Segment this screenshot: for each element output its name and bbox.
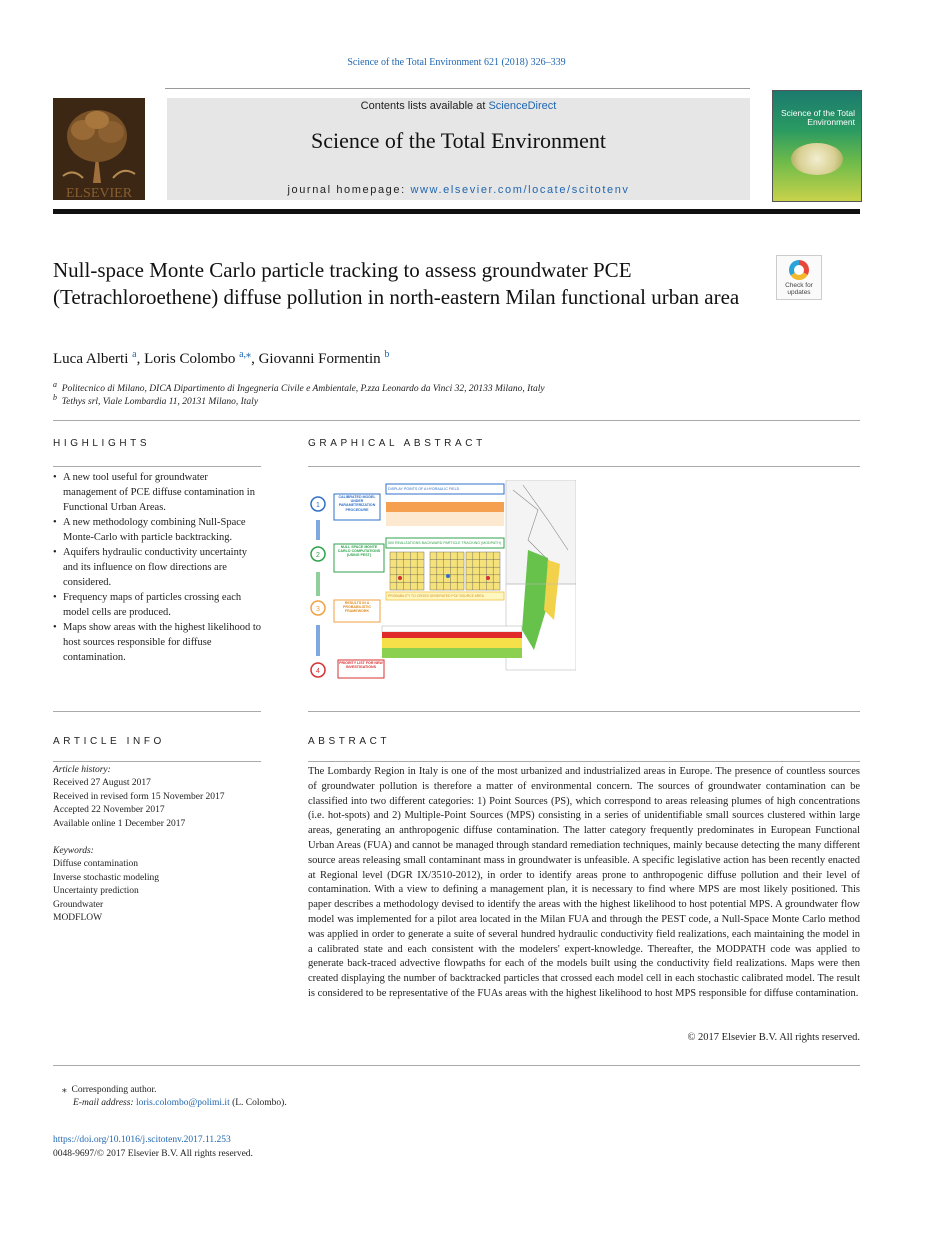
check-updates-icon bbox=[789, 260, 809, 280]
abstract-rule bbox=[308, 761, 860, 762]
history-item: Accepted 22 November 2017 bbox=[53, 805, 165, 816]
band-2-label: 500 REALIZATIONS BACKWARD PARTICLE TRACKING (MODPATH) bbox=[388, 541, 501, 545]
step-4 bbox=[311, 660, 384, 678]
section-divider bbox=[53, 420, 860, 421]
journal-header bbox=[167, 98, 750, 200]
header-divider bbox=[53, 209, 860, 214]
author-name[interactable]: Luca Alberti bbox=[53, 351, 129, 367]
journal-cover[interactable] bbox=[772, 90, 862, 202]
graphical-abstract-rule bbox=[308, 466, 860, 467]
homepage-prefix: journal homepage: bbox=[287, 184, 411, 196]
keyword[interactable]: Diffuse contamination bbox=[53, 859, 139, 870]
author-name[interactable]: Loris Colombo bbox=[144, 351, 236, 367]
article-history bbox=[53, 764, 261, 831]
keyword[interactable]: Inverse stochastic modeling bbox=[53, 872, 160, 883]
keywords bbox=[53, 845, 261, 925]
contents-line bbox=[167, 100, 750, 112]
highlights-rule bbox=[53, 466, 261, 467]
svg-text:2: 2 bbox=[316, 552, 320, 559]
corresponding-mark: ⁎ bbox=[62, 1085, 67, 1095]
sciencedirect-link[interactable]: ScienceDirect bbox=[488, 100, 557, 112]
affiliation-text: Politecnico di Milano, DICA Dipartimento di Ingegneria Civile e Ambientale, P.zza Leonardo da Vinci 32, 20133 Milano, Italy bbox=[61, 384, 545, 395]
elsevier-logo bbox=[53, 98, 145, 200]
abstract-heading: ABSTRACT bbox=[308, 736, 391, 747]
issn-copyright: 0048-9697/© 2017 Elsevier B.V. All rights reserved. bbox=[53, 1149, 253, 1159]
author-affil-mark[interactable]: a,⁎ bbox=[239, 349, 252, 360]
keyword[interactable]: Groundwater bbox=[53, 899, 104, 910]
history-item: Received 27 August 2017 bbox=[53, 778, 151, 789]
step-4-label: PRIORITY LIST FOR NEW INVESTIGATIONS bbox=[339, 661, 383, 670]
journal-title: Science of the Total Environment bbox=[311, 128, 606, 153]
abstract-top-rule bbox=[308, 711, 860, 712]
abstract-copyright: © 2017 Elsevier B.V. All rights reserved. bbox=[687, 1032, 860, 1043]
keyword[interactable]: Uncertainty prediction bbox=[53, 886, 139, 897]
article-info-heading: ARTICLE INFO bbox=[53, 736, 165, 747]
contents-prefix: Contents lists available at bbox=[360, 100, 489, 112]
affiliation-mark: b bbox=[53, 393, 57, 402]
header-top-rule bbox=[165, 88, 750, 89]
check-updates-label: Check for updates bbox=[785, 282, 813, 296]
highlights-heading: HIGHLIGHTS bbox=[53, 438, 151, 449]
keyword[interactable]: MODFLOW bbox=[53, 913, 103, 924]
history-item: Received in revised form 15 November 2017 bbox=[53, 791, 225, 802]
email-note bbox=[73, 1098, 287, 1108]
doi-link[interactable]: https://doi.org/10.1016/j.scitotenv.2017.11.253 bbox=[53, 1135, 231, 1145]
author-list: Luca Alberti $^a$, Loris Colombo $^{a,⁎}$, Giovanni Formentin $^b$ bbox=[53, 349, 390, 367]
history-item: Available online 1 December 2017 bbox=[53, 818, 186, 829]
footnote-divider bbox=[53, 1065, 860, 1066]
abstract-text: The Lombardy Region in Italy is one of the most urbanized and industrialized areas in Europe. The presence of countless sources of groundwater pollution is therefore a matter of environmental concern. The sources of groundwater contamination can be classified into two different categories: 1) Point Sources (PS), which correspond to areas releasing plumes of high concentrations (i.e. hot-spots) and 2) Multiple-Point Sources (MPS) consisting in a series of unidentifiable small sources clustered within large areas, generating an anthropogenic diffuse contamination. The latter category frequently predominates in European Functional Urban Areas (FUA) and cannot be managed through standard remediation techniques, mainly because detecting the many different source areas releasing small contaminant mass in groundwater is unfeasible. A specific legislative action has been recently enacted at Regional level (DGR IX/3510-2012), in order to identify areas prone to anthropogenic diffuse pollution and their level of contamination. With a view to defining a management plan, it is necessary to find where MPS are most likely positioned. This paper describes a methodology devised to identify the areas with the highest likelihood to host potential MPS. A groundwater flow model was implemented for a pilot area located in the Milan FUA and through the PEST code, a Null-Space Monte Carlo method was applied in order to generate a suite of several hundred hydraulic conductivity field realizations, each maintaining the model in a calibrated state and each consistent with the modelers' expert-knowledge. Thereafter, the MODPATH code was applied to generate back-traced advective flowpaths for each of the models built using the conductivity field realizations. Maps were then created displaying the number of backtracked particles that crossed each model cell in each stochastic calibrated model. The result is considered to be representative of the FUAs areas with the highest likelihood to host MPS responsible for diffuse contamination. bbox=[308, 766, 860, 999]
affiliation-mark: a bbox=[53, 380, 57, 389]
history-label: Article history: bbox=[53, 765, 111, 775]
cover-image bbox=[791, 143, 843, 175]
step-1 bbox=[311, 494, 380, 540]
highlight-item: • Frequency maps of particles crossing each model cells are produced. bbox=[53, 590, 261, 620]
journal-homepage bbox=[167, 184, 750, 196]
article-info-rule bbox=[53, 761, 261, 762]
svg-text:ELSEVIER: ELSEVIER bbox=[65, 186, 133, 200]
highlights-list bbox=[53, 470, 261, 665]
corresponding-text: Corresponding author. bbox=[71, 1085, 157, 1095]
email-suffix: (L. Colombo). bbox=[229, 1098, 287, 1108]
graphical-abstract-figure[interactable] bbox=[308, 480, 576, 680]
svg-text:4: 4 bbox=[316, 668, 320, 675]
svg-text:3: 3 bbox=[316, 606, 320, 613]
step-1-label: CALIBRATED MODEL UNDER PARAMETERIZATION PROCEDURE bbox=[338, 495, 376, 512]
elsevier-tree-icon bbox=[53, 98, 145, 200]
author-name[interactable]: Giovanni Formentin bbox=[258, 351, 381, 367]
affiliation-text: Tethys srl, Viale Lombardia 11, 20131 Milano, Italy bbox=[61, 397, 259, 408]
article-info-top-rule bbox=[53, 711, 261, 712]
step-2-label: NULL SPACE MONTE CARLO COMPUTATIONS (USING PEST) bbox=[337, 545, 381, 558]
band-3-label: PROBABILITY TO CROSS GENERATED PCE SOURCE AREA bbox=[388, 594, 484, 598]
corresponding-author-note bbox=[62, 1084, 156, 1095]
svg-text:1: 1 bbox=[316, 502, 320, 509]
author-affil-mark[interactable]: b bbox=[384, 349, 390, 360]
author-affil-mark[interactable]: a bbox=[132, 349, 137, 360]
highlight-item: • Aquifers hydraulic conductivity uncertainty and its influence on flow directions are considered. bbox=[53, 545, 261, 590]
article-title: Null-space Monte Carlo particle tracking to assess groundwater PCE (Tetrachloroethene) diffuse pollution in north-eastern Milan functional urban area bbox=[53, 258, 740, 309]
keywords-label: Keywords: bbox=[53, 846, 94, 856]
cover-title: Science of the Total Environment bbox=[780, 108, 855, 127]
band-1-label: DISPLAY POINTS OF A HYDRAULIC FIELD bbox=[388, 487, 460, 491]
check-for-updates-button[interactable] bbox=[776, 255, 822, 300]
highlight-item: • A new methodology combining Null-Space Monte-Carlo with particle backtracking. bbox=[53, 515, 261, 545]
highlight-item: • Maps show areas with the highest likelihood to host sources responsible for diffuse contamination. bbox=[53, 620, 261, 665]
affiliation-b bbox=[53, 393, 258, 407]
highlight-item: • A new tool useful for groundwater management of PCE diffuse contamination in Functional Urban Areas. bbox=[53, 470, 261, 515]
step-2 bbox=[311, 544, 384, 596]
email-link[interactable]: loris.colombo@polimi.it bbox=[135, 1098, 230, 1108]
step-3 bbox=[311, 600, 380, 656]
step-3-label: RESULTS IN A PROBABILISTIC FRAMEWORK bbox=[343, 601, 371, 614]
homepage-link[interactable]: www.elsevier.com/locate/scitotenv bbox=[410, 184, 630, 196]
email-label: E-mail address: bbox=[73, 1098, 136, 1108]
journal-citation[interactable]: Science of the Total Environment 621 (2018) 326–339 bbox=[347, 57, 566, 68]
graphical-abstract-heading: GRAPHICAL ABSTRACT bbox=[308, 438, 486, 449]
